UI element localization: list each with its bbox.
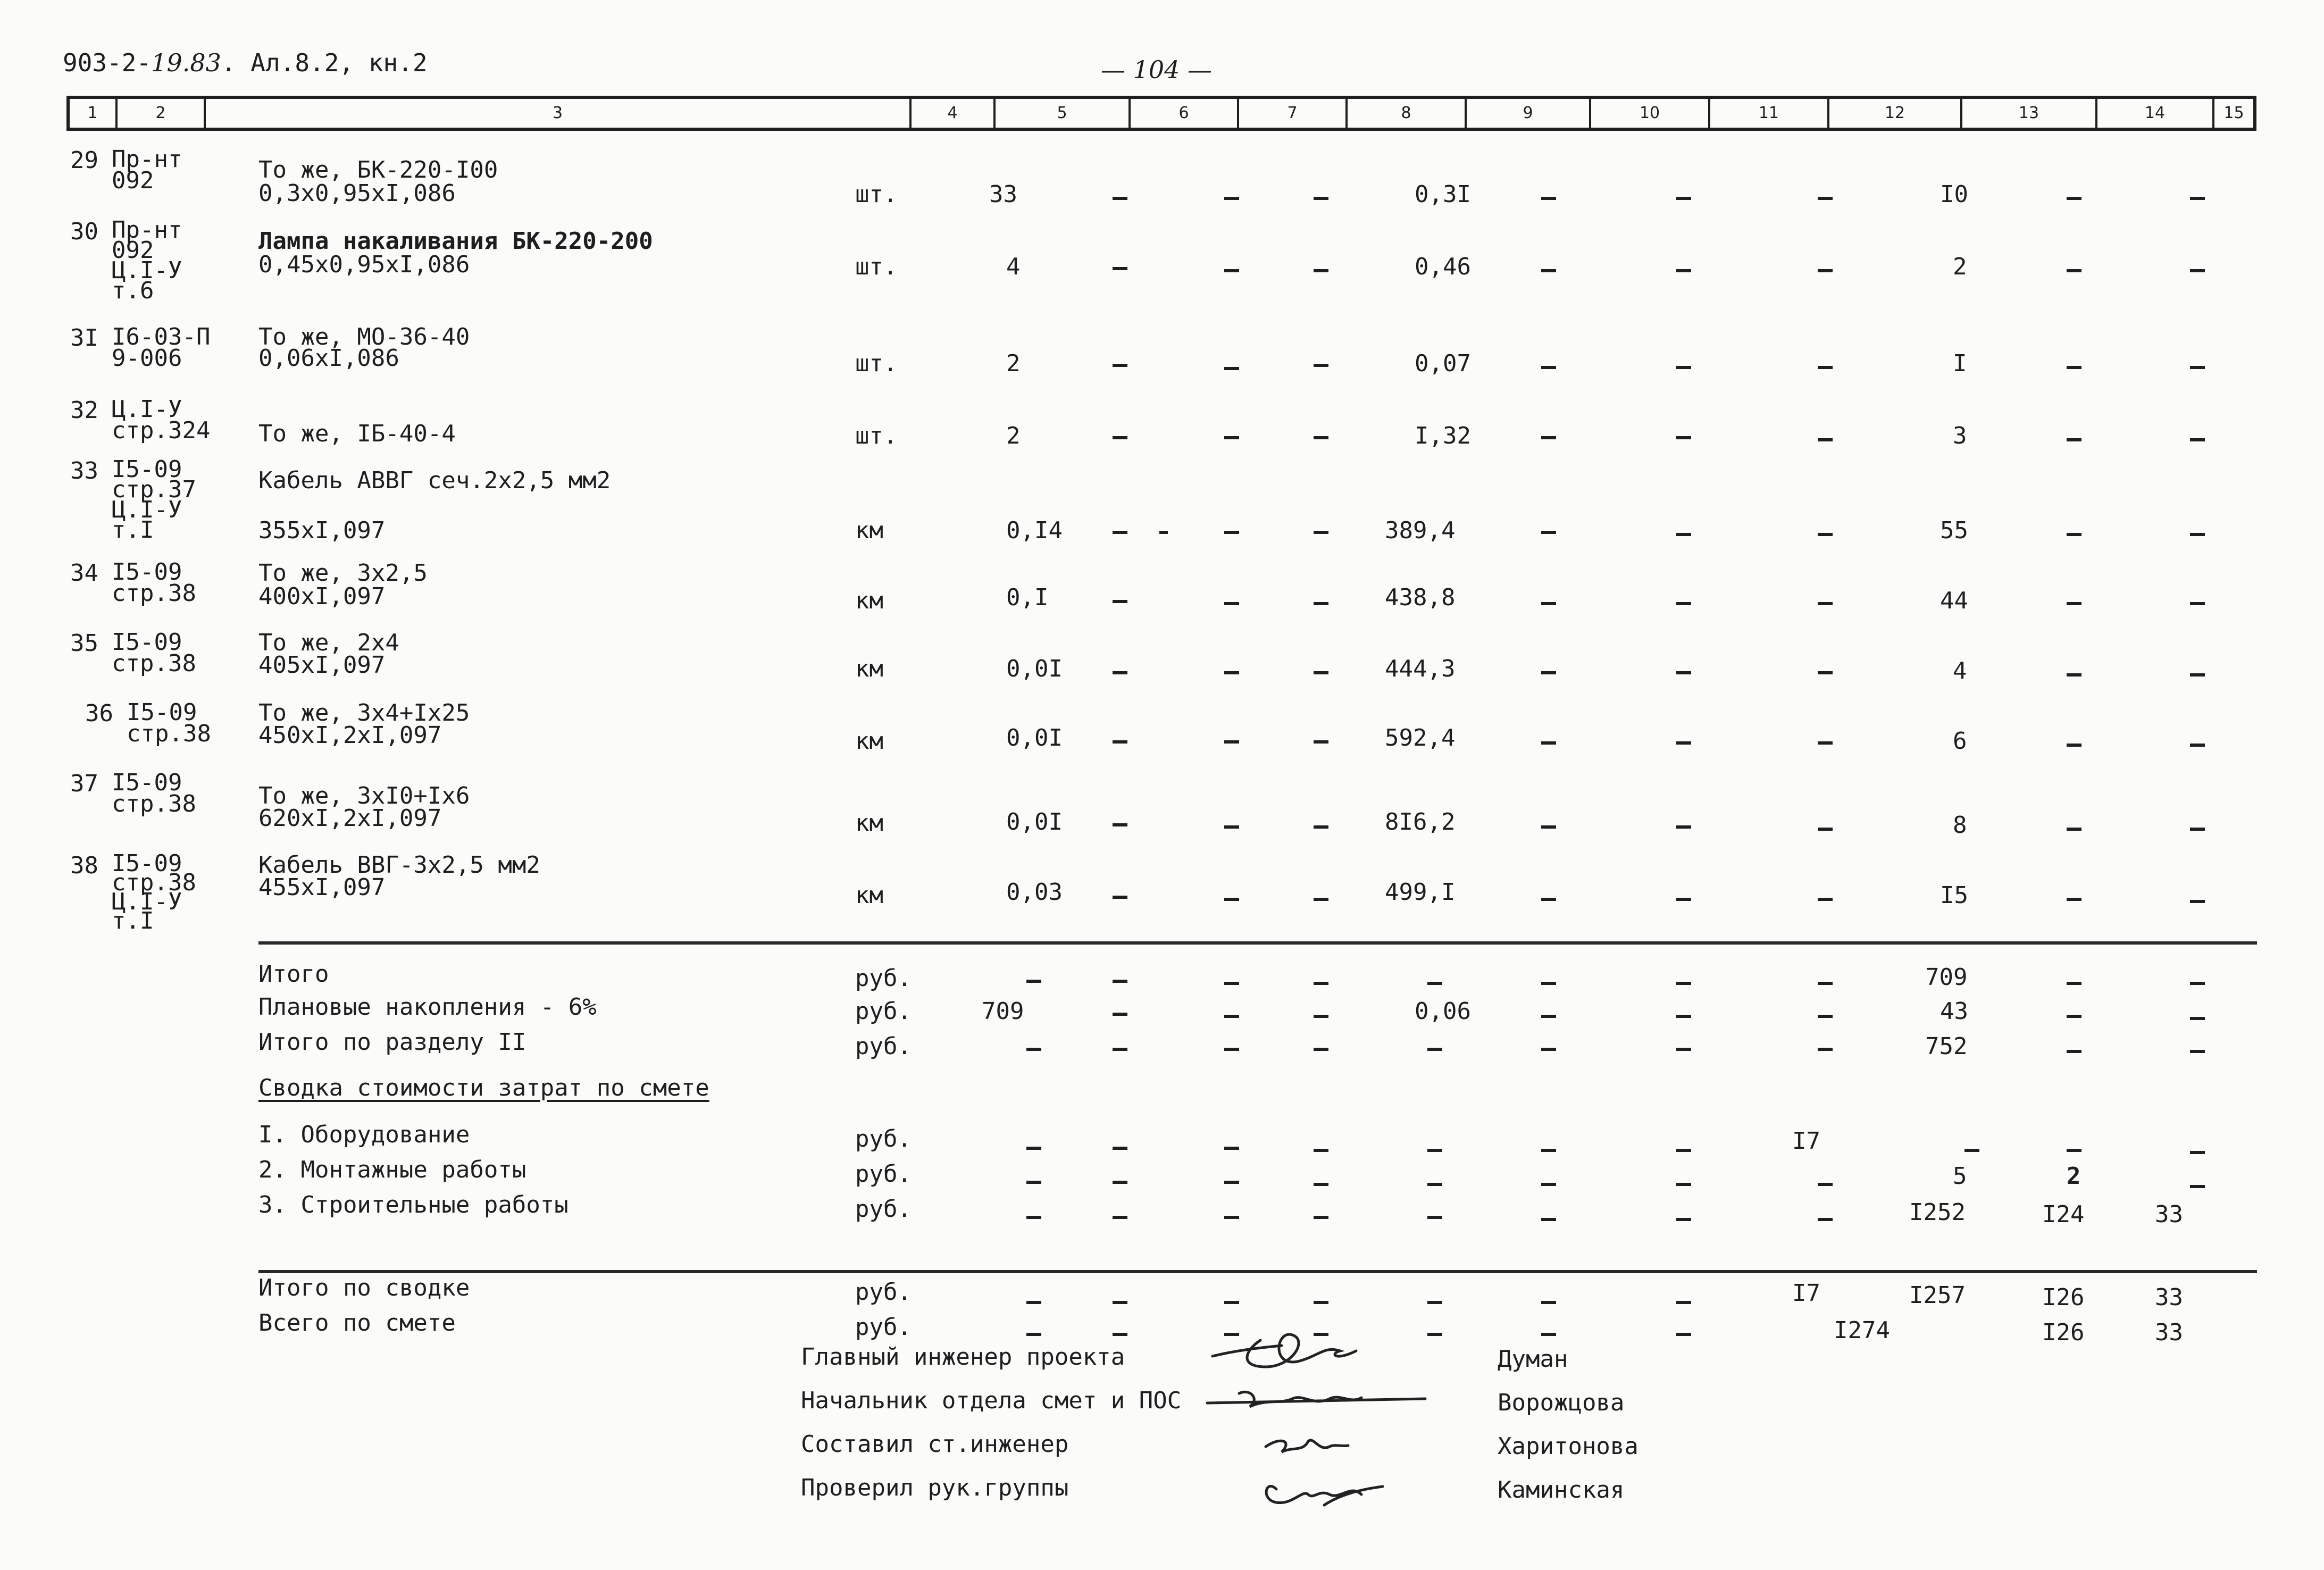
row-unit: км [855,655,883,682]
totals-separator-line [258,941,2257,945]
col-header-1: 1 [70,99,118,128]
signature-name: Ворожцова [1498,1389,1625,1416]
row-col5: 0,0I [1006,655,1063,682]
summary-itogo-col13: I257 [1909,1282,1966,1309]
row-number: 35 [70,630,98,657]
row-col5: 0,I [1006,584,1049,611]
row-col13: 55 [1940,517,1968,544]
totals-nakopl-col5: 709 [982,998,1024,1025]
row-description: То же, IБ-40-4 [258,420,456,447]
summary-stroi-col13: I252 [1909,1199,1966,1226]
col-header-11: 11 [1710,99,1829,128]
signature-role: Проверил рук.группы [801,1474,1069,1501]
totals-razdel-label: Итого по разделу II [258,1029,526,1056]
col-header-15: 15 [2223,104,2244,122]
row-col13: I [1953,350,1967,377]
summary-separator-line [258,1270,2257,1273]
row-description: То же, 3x4+Ix25 450xI,2xI,097 [258,699,470,749]
row-description: То же, БК-220-I00 0,3x0,95xI,086 [258,156,498,207]
row-col13: 4 [1953,657,1967,684]
row-code: I5-09 стр.38 Ц.I-У т.I [112,850,196,934]
row-number: 29 [70,147,98,174]
summary-vsego-col14: I26 [2042,1319,2085,1346]
summary-itogo-col15: 33 [2155,1284,2183,1311]
totals-itogo-label: Итого [258,961,329,988]
row-number: 30 [70,218,98,245]
col-header-6: 6 [1131,99,1239,128]
col-header-8: 8 [1348,99,1467,128]
summary-stroi-unit: руб. [855,1196,912,1223]
summary-equip-unit: руб. [855,1125,912,1153]
row-code: I6-03-П 9-006 [112,323,211,372]
row-col13: 6 [1953,728,1967,755]
summary-vsego-unit: руб. [855,1314,912,1341]
row-col9: I,32 [1415,422,1471,449]
summary-mont-unit: руб. [855,1160,912,1188]
column-header-row [66,96,2256,131]
col-header-3: 3 [206,99,912,128]
totals-nakopl-col9: 0,06 [1415,998,1471,1025]
col-header-4: 4 [912,99,996,128]
signature-role: Начальник отдела смет и ПОС [801,1387,1182,1414]
row-number: 37 [70,770,98,797]
summary-mont-label: 2. Монтажные работы [258,1156,526,1183]
row-number: 36 [85,700,113,727]
totals-itogo-col13: 709 [1925,964,1968,991]
summary-itogo-label: Итого по сводке [258,1274,470,1301]
row-code: Пр-нт 092 Ц.I-У т.6 [112,216,182,304]
row-col9: 438,8 [1385,584,1456,611]
row-col9: 8I6,2 [1385,808,1456,836]
col-header-14: 14 [2097,99,2214,128]
totals-nakopl-unit: руб. [855,998,912,1025]
summary-itogo-unit: руб. [855,1279,912,1306]
row-unit: км [855,587,883,614]
row-code: I5-09 стр.38 [112,558,196,607]
summary-mont-col14: 2 [2067,1163,2081,1190]
row-col13: 44 [1940,587,1968,614]
row-col5: 0,I4 [1006,517,1063,544]
col-header-9: 9 [1467,99,1591,128]
row-col5: 0,0I [1006,724,1063,751]
row-col13: 8 [1953,812,1967,839]
row-col9: 592,4 [1385,724,1456,751]
row-col9: 444,3 [1385,655,1456,682]
row-number: 32 [70,397,98,424]
totals-itogo-unit: руб. [855,965,912,992]
row-col13: I5 [1940,882,1968,909]
summary-itogo-col14: I26 [2042,1284,2085,1311]
page-number: — 104 — [1101,55,1213,84]
row-number: 34 [70,559,98,587]
summary-itogo-col12: I7 [1792,1280,1820,1307]
totals-nakopl-col13: 43 [1940,998,1968,1025]
totals-razdel-unit: руб. [855,1033,912,1060]
row-number: 33 [70,457,98,485]
summary-heading: Сводка стоимости затрат по смете [258,1074,709,1101]
document-reference: 903-2-19.83. Ал.8.2, кн.2 [63,48,428,77]
row-unit: км [855,809,883,837]
row-col5: 2 [1006,350,1021,377]
row-description: Кабель АВВГ сеч.2x2,5 мм2 355xI,097 [258,467,611,544]
row-number: 38 [70,852,98,879]
row-code: I5-09 стр.38 [112,769,196,817]
summary-vsego-col15: 33 [2155,1319,2183,1346]
row-code: I5-09 стр.37 Ц.I-У т.I [112,456,196,544]
row-description: Кабель ВВГ-3x2,5 мм2 455xI,097 [258,851,540,901]
signature-name: Каминская [1498,1476,1625,1504]
row-code: I5-09 стр.38 [127,699,211,747]
col-header-7: 7 [1239,99,1348,128]
signature-role: Главный инженер проекта [801,1343,1125,1371]
summary-mont-col13: 5 [1953,1163,1967,1190]
row-col5: 4 [1006,253,1021,280]
row-col5: 0,0I [1006,808,1063,836]
row-description: То же, МО-36-40 0,06xI,086 [258,323,470,372]
row-unit: км [855,728,883,755]
row-number: 3I [70,324,98,352]
row-col9: 0,07 [1415,350,1471,377]
summary-equip-label: I. Оборудование [258,1121,470,1148]
summary-stroi-label: 3. Строительные работы [258,1191,569,1218]
row-col9: 389,4 [1385,517,1456,544]
row-col9: 0,46 [1415,253,1471,280]
summary-equip-col12: I7 [1792,1128,1820,1155]
row-code: Ц.I-У стр.324 [112,396,211,444]
row-unit: шт. [855,181,898,208]
signature-name: Харитонова [1498,1433,1638,1460]
totals-nakopl-label: Плановые накопления - 6% [258,993,597,1021]
totals-razdel-col13: 752 [1925,1033,1968,1060]
row-col13: 3 [1953,422,1967,449]
row-unit: км [855,517,883,544]
handwritten-signatures [1202,1319,1500,1532]
row-description: Лампа накаливания БК-220-200 0,45x0,95xI,086 [258,228,653,278]
signature-role: Составил ст.инженер [801,1431,1069,1458]
row-unit: шт. [855,253,898,280]
row-code: I5-09 стр.38 [112,629,196,677]
signature-name: Думан [1498,1346,1568,1373]
row-unit: шт. [855,350,898,377]
summary-stroi-col14: I24 [2042,1201,2085,1228]
row-description: То же, 3x2,5 400xI,097 [258,559,428,610]
summary-vsego-label: Всего по смете [258,1309,456,1337]
row-col5: 0,03 [1006,879,1063,906]
row-col9: 0,3I [1415,181,1471,208]
summary-stroi-col15: 33 [2155,1201,2183,1228]
row-col13: I0 [1940,181,1968,208]
row-unit: км [855,882,883,909]
row-code: Пр-нт 092 [112,146,182,194]
row-description: То же, 3xI0+Ix6 620xI,2xI,097 [258,782,470,832]
col-header-12: 12 [1829,99,1962,128]
col-header-5: 5 [996,99,1131,128]
col-header-13: 13 [1962,99,2097,128]
col-header-10: 10 [1591,99,1710,128]
row-col5: 2 [1006,422,1021,449]
row-unit: шт. [855,422,898,449]
row-col13: 2 [1953,253,1967,280]
row-col9: 499,I [1385,879,1456,906]
row-col5: 33 [989,181,1017,208]
row-description: То же, 2x4 405xI,097 [258,629,399,679]
summary-vsego-col12: I274 [1834,1317,1890,1344]
col-header-2: 2 [118,99,206,128]
